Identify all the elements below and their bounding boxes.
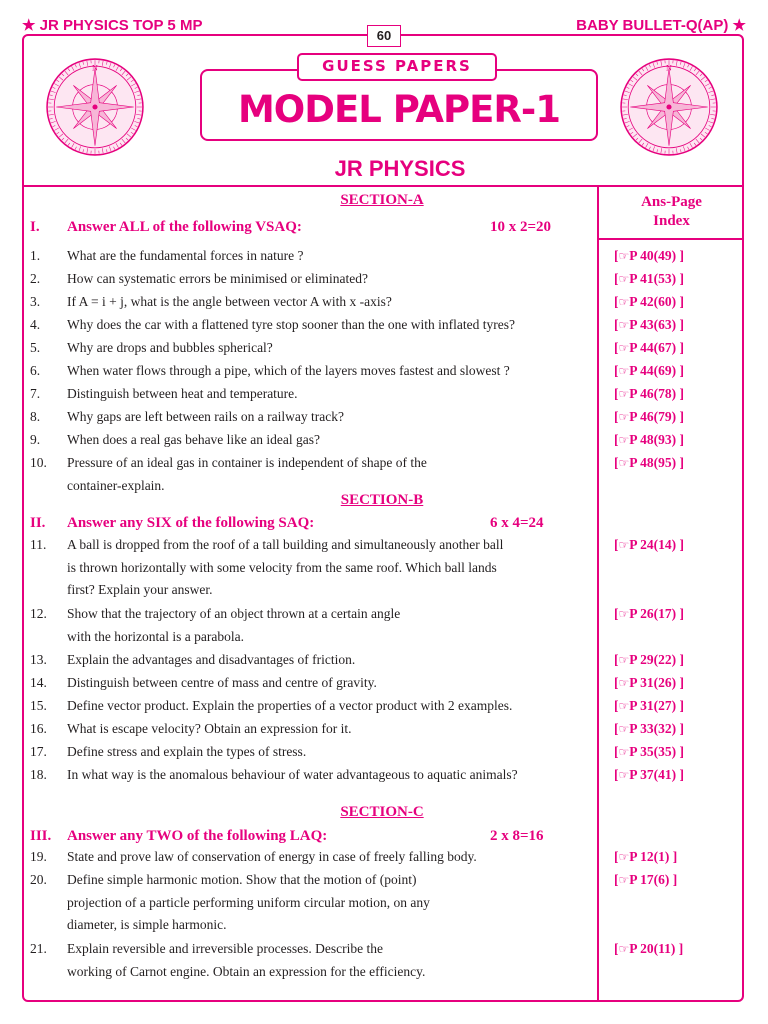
question-text — [67, 360, 612, 383]
answer-index-header-line: Index — [653, 213, 690, 229]
instruction-text: Answer ALL of the following VSAQ: — [67, 219, 302, 235]
pointing-hand-icon: ☞ — [618, 768, 630, 782]
question-number: 9. — [30, 432, 41, 447]
question-line: State and prove law of conservation of energy in case of freely falling body. — [67, 849, 477, 864]
question-number: 11. — [30, 537, 47, 552]
instruction-text: Answer any SIX of the following SAQ: — [67, 515, 315, 531]
section-heading: SECTION-B — [340, 492, 424, 508]
answer-page-ref: [☞P 46(79) ] — [614, 409, 685, 424]
pointing-hand-icon: ☞ — [618, 272, 630, 286]
answer-page-ref-text: P 31(27) ] — [629, 698, 685, 713]
question-number: 4. — [30, 317, 41, 332]
question-line: Distinguish between heat and temperature. — [67, 386, 298, 401]
question-number: 19. — [30, 849, 47, 864]
question-number: 13. — [30, 652, 47, 667]
answer-page-ref-text: P 29(22) ] — [629, 652, 685, 667]
question-number: 10. — [30, 455, 47, 470]
question-number: 1. — [30, 248, 41, 263]
answer-page-ref: [☞P 17(6) ] — [614, 872, 678, 887]
compass-rose-icon — [618, 56, 720, 158]
answer-page-ref-text: P 44(69) ] — [629, 363, 685, 378]
question-text — [67, 406, 612, 429]
question-line: projection of a particle performing uniform circular motion, on any — [67, 894, 430, 910]
answer-page-ref-text: P 35(35) ] — [629, 744, 685, 759]
question-line: Explain reversible and irreversible processes. Describe the — [67, 941, 383, 956]
question-line: How can systematic errors be minimised or eliminated? — [67, 271, 369, 286]
question-text — [67, 603, 612, 648]
question-line: diameter, is simple harmonic. — [67, 917, 227, 932]
question-text — [67, 337, 612, 360]
question-text — [67, 869, 612, 937]
answer-page-ref: [☞P 29(22) ] — [614, 652, 685, 667]
question-text — [67, 718, 612, 741]
marks-text: 10 x 2=20 — [490, 219, 552, 235]
answer-page-ref-text: P 24(14) ] — [629, 537, 685, 552]
answer-page-ref: [☞P 37(41) ] — [614, 767, 685, 782]
answer-page-ref: [☞P 43(63) ] — [614, 317, 685, 332]
pointing-hand-icon: ☞ — [618, 249, 630, 263]
answer-page-ref: [☞P 42(60) ] — [614, 294, 685, 309]
pointing-hand-icon: ☞ — [618, 722, 630, 736]
question-number: 21. — [30, 941, 47, 956]
answer-page-ref: [☞P 48(93) ] — [614, 432, 685, 447]
section-roman-numeral: III. — [30, 828, 52, 844]
question-line: container-explain. — [67, 477, 165, 493]
question-number: 18. — [30, 767, 47, 782]
question-number: 6. — [30, 363, 41, 378]
question-number: 3. — [30, 294, 41, 309]
question-number: 5. — [30, 340, 41, 355]
answer-page-ref: [☞P 40(49) ] — [614, 248, 685, 263]
question-text — [67, 245, 612, 268]
question-number: 7. — [30, 386, 41, 401]
pointing-hand-icon: ☞ — [618, 387, 630, 401]
pointing-hand-icon: ☞ — [618, 850, 630, 864]
answer-page-ref: [☞P 48(95) ] — [614, 455, 685, 470]
question-text — [67, 268, 612, 291]
question-text — [67, 672, 612, 695]
question-text — [67, 764, 612, 787]
instruction-text: Answer any TWO of the following LAQ: — [67, 828, 328, 844]
answer-page-ref: [☞P 33(32) ] — [614, 721, 685, 736]
answer-index-header — [599, 193, 744, 231]
answer-page-ref-text: P 33(32) ] — [629, 721, 685, 736]
pointing-hand-icon: ☞ — [618, 364, 630, 378]
answer-page-ref: [☞P 31(26) ] — [614, 675, 685, 690]
pointing-hand-icon: ☞ — [618, 653, 630, 667]
question-text — [67, 938, 612, 983]
answer-page-ref-text: P 26(17) ] — [629, 606, 685, 621]
pointing-hand-icon: ☞ — [618, 433, 630, 447]
answer-page-ref: [☞P 41(53) ] — [614, 271, 685, 286]
answer-page-ref: [☞P 35(35) ] — [614, 744, 685, 759]
pointing-hand-icon: ☞ — [618, 607, 630, 621]
question-line: Explain the advantages and disadvantages of friction. — [67, 652, 356, 667]
answer-page-ref: [☞P 44(69) ] — [614, 363, 685, 378]
marks-text: 2 x 8=16 — [490, 828, 544, 844]
answer-page-ref-text: P 41(53) ] — [629, 271, 685, 286]
compass-rose-icon — [44, 56, 146, 158]
answer-page-ref-text: P 46(78) ] — [629, 386, 685, 401]
section-roman-numeral: II. — [30, 515, 46, 531]
question-line: In what way is the anomalous behaviour of water advantageous to aquatic animals? — [67, 767, 518, 782]
question-line: A ball is dropped from the roof of a tall building and simultaneously another ball — [67, 537, 504, 552]
answer-page-ref: [☞P 24(14) ] — [614, 537, 685, 552]
answer-page-ref-text: P 12(1) ] — [629, 849, 678, 864]
question-line: is thrown horizontally with some velocity from the same roof. Which ball lands — [67, 559, 497, 575]
question-number: 8. — [30, 409, 41, 424]
divider-index — [597, 238, 744, 240]
answer-page-ref: [☞P 20(11) ] — [614, 941, 684, 956]
pointing-hand-icon: ☞ — [618, 699, 630, 713]
question-line: Pressure of an ideal gas in container is independent of shape of the — [67, 455, 427, 470]
answer-page-ref-text: P 40(49) ] — [629, 248, 685, 263]
pointing-hand-icon: ☞ — [618, 942, 630, 956]
question-text — [67, 383, 612, 406]
question-line: When water flows through a pipe, which of the layers moves fastest and slowest ? — [67, 363, 510, 378]
question-line: Define vector product. Explain the properties of a vector product with 2 examples. — [67, 698, 513, 713]
pointing-hand-icon: ☞ — [618, 410, 630, 424]
answer-page-ref-text: P 17(6) ] — [629, 872, 678, 887]
pointing-hand-icon: ☞ — [618, 456, 630, 470]
answer-index-header-line: Ans-Page — [641, 194, 702, 210]
section-roman-numeral: I. — [30, 219, 40, 235]
page-title: MODEL PAPER-1 — [237, 88, 561, 131]
question-text — [67, 314, 612, 337]
question-line: Show that the trajectory of an object thrown at a certain angle — [67, 606, 401, 621]
pointing-hand-icon: ☞ — [618, 341, 630, 355]
question-number: 20. — [30, 872, 47, 887]
guess-papers-banner: GUESS PAPERS — [297, 53, 497, 81]
answer-page-ref-text: P 20(11) ] — [629, 941, 684, 956]
answer-page-ref-text: P 43(63) ] — [629, 317, 685, 332]
answer-page-ref-text: P 46(79) ] — [629, 409, 685, 424]
question-line: When does a real gas behave like an ideal gas? — [67, 432, 321, 447]
header-right-label: BABY BULLET-Q(AP) ★ — [576, 17, 746, 34]
question-line: Define simple harmonic motion. Show that the motion of (point) — [67, 872, 417, 887]
subject-title: JR PHYSICS — [334, 156, 466, 181]
question-line: Why does the car with a flattened tyre stop sooner than the one with inflated tyres? — [67, 317, 515, 332]
pointing-hand-icon: ☞ — [618, 745, 630, 759]
question-line: Define stress and explain the types of stress. — [67, 744, 307, 759]
question-text — [67, 846, 612, 869]
question-line: Why are drops and bubbles spherical? — [67, 340, 273, 355]
answer-page-ref: [☞P 44(67) ] — [614, 340, 685, 355]
question-line: first? Explain your answer. — [67, 582, 213, 597]
question-line: What is escape velocity? Obtain an expression for it. — [67, 721, 352, 736]
answer-page-ref-text: P 48(93) ] — [629, 432, 685, 447]
section-heading: SECTION-A — [340, 192, 424, 208]
answer-page-ref: [☞P 26(17) ] — [614, 606, 685, 621]
question-line: Distinguish between centre of mass and centre of gravity. — [67, 675, 377, 690]
answer-page-ref-text: P 48(95) ] — [629, 455, 685, 470]
question-number: 16. — [30, 721, 47, 736]
question-number: 14. — [30, 675, 47, 690]
marks-text: 6 x 4=24 — [490, 515, 544, 531]
answer-page-ref-text: P 42(60) ] — [629, 294, 685, 309]
pointing-hand-icon: ☞ — [618, 318, 630, 332]
pointing-hand-icon: ☞ — [618, 295, 630, 309]
section-heading: SECTION-C — [340, 804, 424, 820]
question-line: If A = i + j, what is the angle between vector A with x -axis? — [67, 294, 392, 309]
pointing-hand-icon: ☞ — [618, 873, 630, 887]
page-number: 60 — [367, 25, 401, 47]
question-text — [67, 452, 612, 497]
svg-text:N: N — [666, 63, 672, 73]
question-line: What are the fundamental forces in nature ? — [67, 248, 304, 263]
pointing-hand-icon: ☞ — [618, 538, 630, 552]
answer-page-ref: [☞P 12(1) ] — [614, 849, 678, 864]
question-number: 15. — [30, 698, 47, 713]
svg-text:N: N — [92, 63, 98, 73]
header-left-label: ★ JR PHYSICS TOP 5 MP — [22, 17, 203, 34]
question-line: with the horizontal is a parabola. — [67, 628, 244, 644]
answer-page-ref: [☞P 31(27) ] — [614, 698, 685, 713]
question-text — [67, 741, 612, 764]
question-number: 17. — [30, 744, 47, 759]
question-text — [67, 429, 612, 452]
question-text — [67, 534, 612, 602]
question-text — [67, 695, 612, 718]
question-text — [67, 291, 612, 314]
question-line: Why gaps are left between rails on a railway track? — [67, 409, 344, 424]
answer-page-ref-text: P 44(67) ] — [629, 340, 685, 355]
answer-page-ref-text: P 37(41) ] — [629, 767, 685, 782]
question-number: 2. — [30, 271, 41, 286]
question-line: working of Carnot engine. Obtain an expression for the efficiency. — [67, 963, 426, 979]
pointing-hand-icon: ☞ — [618, 676, 630, 690]
answer-page-ref: [☞P 46(78) ] — [614, 386, 685, 401]
question-text — [67, 649, 612, 672]
divider-horizontal — [22, 185, 744, 187]
answer-page-ref-text: P 31(26) ] — [629, 675, 685, 690]
question-number: 12. — [30, 606, 47, 621]
